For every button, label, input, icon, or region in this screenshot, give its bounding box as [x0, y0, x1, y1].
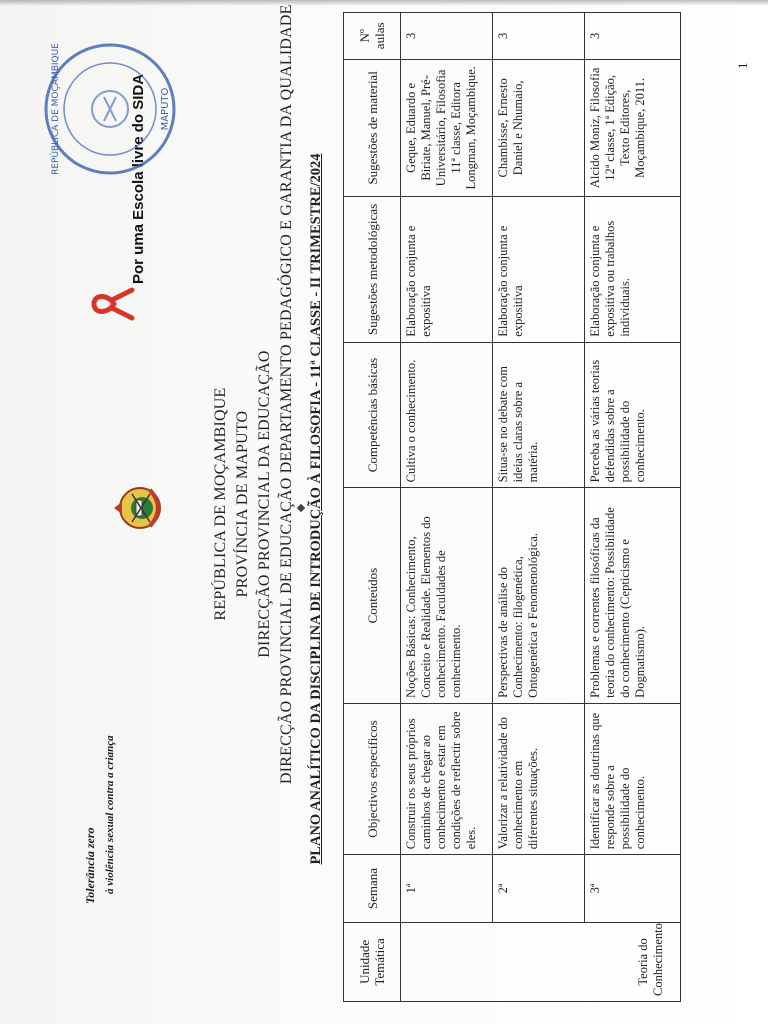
header-competences: Competências básicas	[344, 342, 401, 488]
official-stamp	[40, 39, 180, 179]
methods-cell: Elaboração conjunta e expositiva	[401, 197, 493, 343]
stamp-outer-text: REPÚBLICA DE MOÇAMBIQUE	[51, 43, 61, 175]
table-header-row	[344, 13, 401, 1002]
objectives-cell: Valorizar a relatividade do conhecimento em diferentes situações.	[493, 703, 585, 854]
page-number: 1	[735, 62, 750, 69]
week-cell: 1ª	[401, 855, 493, 923]
document-title: PLANO ANALÍTICO DA DISCIPLINA DE INTRODUÇÃO À FILOSOFIA - 11ª CLASSE - II TRIMESTRE/2024	[308, 153, 324, 865]
unit-cell: Teoria do Conhecimento	[401, 922, 681, 1001]
contents-cell: Perspectivas de análise do Conhecimento: filogenética, Ontogenética e Fenomenológica.	[493, 488, 585, 704]
week-cell: 3ª	[585, 855, 681, 923]
table-row	[401, 13, 493, 1002]
header-line-directorate: DIRECÇÃO PROVINCIAL DA EDUCAÇÃO	[256, 350, 273, 658]
materials-cell: Chambisse, Ernesto Daniel e Nhumaio,	[493, 59, 585, 196]
slogan-violence: à violência sexual contra a criança	[104, 735, 116, 894]
campaign-slogan: Por uma Escola livre do SIDA	[130, 73, 147, 284]
header-line-department: DIRECÇÃO PROVINCIAL DE EDUCAÇÃO DEPARTAMENTO PEDAGÓGICO E GARANTIA DA QUALIDADE	[278, 4, 295, 784]
header-objectives: Objectivos específicos	[344, 703, 401, 854]
stamp-city-text: MAPUTO	[160, 87, 171, 131]
table-row	[493, 13, 585, 1002]
header-contents: Conteúdos	[344, 488, 401, 704]
header-line-republic: REPÚBLICA DE MOÇAMBIQUE	[212, 387, 229, 621]
header-materials: Sugestões de material	[344, 59, 401, 196]
header-unit: Unidade Temática	[344, 922, 401, 1001]
mozambique-emblem-icon	[110, 480, 166, 536]
lessons-cell: 3	[493, 13, 585, 60]
objectives-cell: Construir os seus próprios caminhos de chegar ao conhecimento e estar em condições de reflectir sobre eles.	[401, 703, 493, 854]
slogan-tolerance: Tolerância zero	[83, 827, 97, 904]
lessons-cell: 3	[585, 13, 681, 60]
competences-cell: Situa-se no debate com ideias claras sobre a matéria.	[493, 342, 585, 488]
materials-cell: Geque, Eduardo e Biriate, Manuel, Pré-Universitário, Filosofia 11ª classe, Editora Longman, Moçambique.	[401, 59, 493, 196]
materials-cell: Alcido Moniz, Filosofia 12ª classe, 1ª Edição, Texto Editores, Moçambique, 2011.	[585, 59, 681, 196]
header-week: Semana	[344, 855, 401, 923]
header-methods: Sugestões metodológicas	[344, 197, 401, 343]
document-header	[210, 4, 298, 784]
table-row	[585, 13, 681, 1002]
contents-cell: Problemas e correntes filosóficas da teoria do conhecimento: Possibilidade do conhecimento (Cepticismo e Dogmatismo).	[585, 488, 681, 704]
slogans	[80, 735, 120, 904]
contents-cell: Noções Básicas: Conhecimento, Conceito e Realidade. Elementos do conhecimento. Faculdades de conhecimento.	[401, 488, 493, 704]
methods-cell: Elaboração conjunta e expositiva	[493, 197, 585, 343]
divider-diamond	[297, 504, 305, 512]
aids-ribbon-icon	[90, 284, 136, 324]
competences-cell: Perceba as várias teorias defendidas sobre a possibilidade do conhecimento.	[585, 342, 681, 488]
header-lessons: Nº aulas	[344, 13, 401, 60]
methods-cell: Elaboração conjunta e expositiva ou trabalhos individuais.	[585, 197, 681, 343]
header-line-province: PROVÍNCIA DE MAPUTO	[234, 410, 251, 598]
objectives-cell: Identificar as doutrinas que responde sobre a possibilidade do conhecimento.	[585, 703, 681, 854]
analytic-plan-table	[343, 12, 681, 1002]
week-cell: 2ª	[493, 855, 585, 923]
lessons-cell: 3	[401, 13, 493, 60]
competences-cell: Cultiva o conhecimento.	[401, 342, 493, 488]
